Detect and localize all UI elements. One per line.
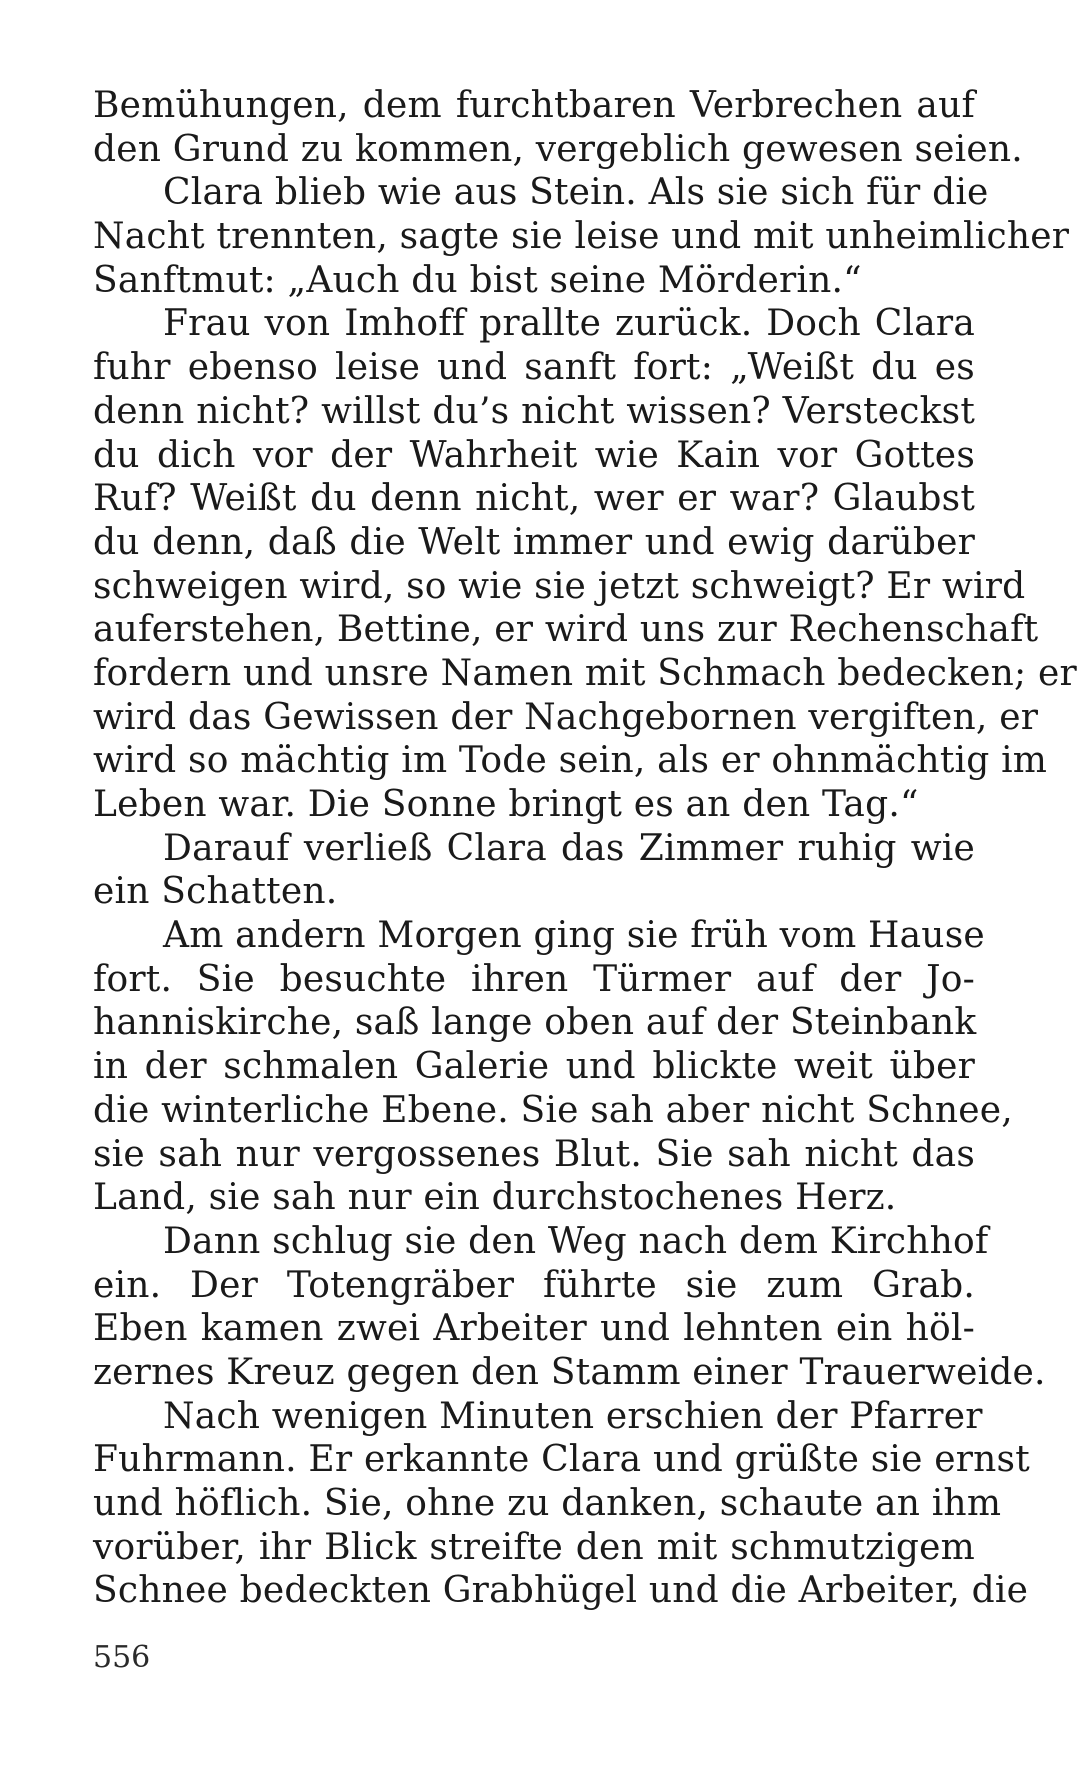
body-text	[93, 84, 1077, 1613]
text-line: fordern und unsre Namen mit Schmach bedecken; er	[93, 652, 1077, 694]
text-line: Ruf? Weißt du denn nicht, wer er war? Glaubst	[93, 478, 975, 520]
text-line: denn nicht? willst du’s nicht wissen? Versteckst	[93, 390, 975, 432]
text-line: Leben war. Die Sonne bringt es an den Tag.“	[93, 784, 919, 825]
text-line: auferstehen, Bettine, er wird uns zur Rechenschaft	[93, 609, 1039, 651]
text-line: Eben kamen zwei Arbeiter und lehnten ein höl-	[93, 1308, 975, 1350]
text-line: Nacht trennten, sagte sie leise und mit unheimlicher	[93, 216, 1070, 258]
text-line: Darauf verließ Clara das Zimmer ruhig wie	[163, 827, 975, 869]
text-line: Am andern Morgen ging sie früh vom Hause	[163, 915, 985, 957]
text-line: Clara blieb wie aus Stein. Als sie sich für die	[163, 172, 989, 214]
text-line: zernes Kreuz gegen den Stamm einer Trauerweide.	[93, 1351, 1046, 1393]
text-line: Dann schlug sie den Weg nach dem Kirchhof	[163, 1220, 989, 1262]
text-line: sie sah nur vergossenes Blut. Sie sah nicht das	[93, 1133, 975, 1175]
text-line: wird das Gewissen der Nachgebornen vergiften, er	[93, 696, 1039, 738]
text-line: fuhr ebenso leise und sanft fort: „Weißt du es	[93, 347, 975, 389]
text-line: Fuhrmann. Er erkannte Clara und grüßte sie ernst	[93, 1439, 1030, 1481]
text-line: ein Schatten.	[93, 871, 338, 913]
text-line: du dich vor der Wahrheit wie Kain vor Gottes	[93, 434, 975, 476]
text-line: fort. Sie besuchte ihren Türmer auf der Jo-	[93, 958, 975, 1000]
text-line: wird so mächtig im Tode sein, als er ohnmächtig im	[93, 740, 1048, 782]
text-line: hanniskirche, saß lange oben auf der Steinbank	[93, 1002, 977, 1044]
page-number: 556	[93, 1640, 151, 1675]
text-line: Nach wenigen Minuten erschien der Pfarrer	[163, 1395, 983, 1437]
text-line: Frau von Imhoff prallte zurück. Doch Clara	[163, 303, 975, 345]
text-line: ein. Der Totengräber führte sie zum Grab.	[93, 1264, 975, 1306]
text-line: Land, sie sah nur ein durchstochenes Herz.	[93, 1177, 897, 1219]
text-line: und höflich. Sie, ohne zu danken, schaute an ihm	[93, 1483, 1002, 1524]
text-line: die winterliche Ebene. Sie sah aber nicht Schnee,	[93, 1089, 1013, 1131]
text-line: du denn, daß die Welt immer und ewig darüber	[93, 521, 975, 563]
text-line: vorüber, ihr Blick streifte den mit schmutzigem	[93, 1526, 975, 1568]
text-line: schweigen wird, so wie sie jetzt schweigt? Er wird	[93, 565, 1026, 607]
text-line: in der schmalen Galerie und blickte weit über	[93, 1046, 975, 1088]
text-line: Schnee bedeckten Grabhügel und die Arbeiter, die	[93, 1570, 1029, 1612]
text-line: Sanftmut: „Auch du bist seine Mörderin.“	[93, 259, 862, 301]
text-line: Bemühungen, dem furchtbaren Verbrechen auf	[93, 85, 975, 126]
text-line: den Grund zu kommen, vergeblich gewesen seien.	[93, 128, 1023, 170]
